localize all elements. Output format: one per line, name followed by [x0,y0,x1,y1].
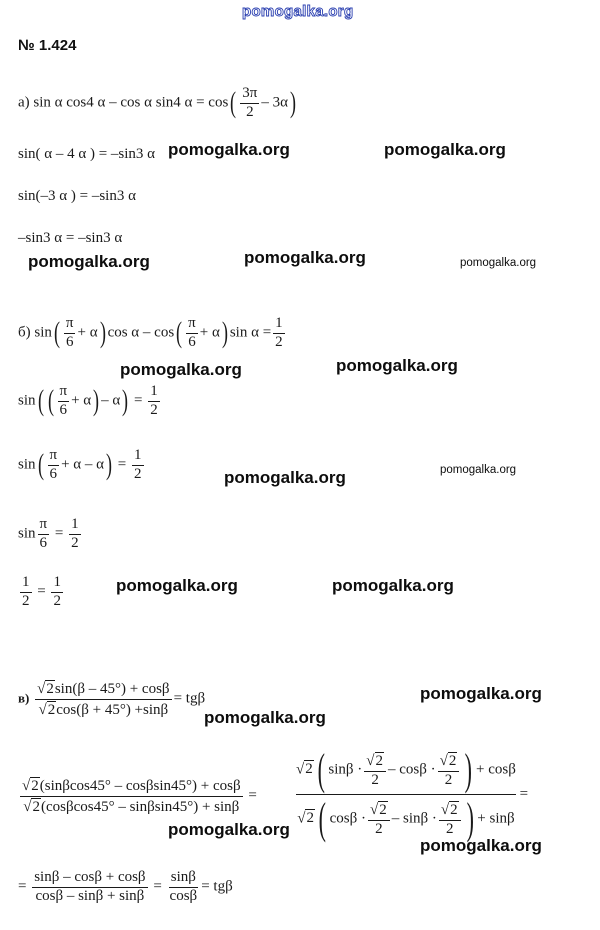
part-v-line3: = $\frac{\sin\beta - \cos\beta + \cos\beta}{\cos\beta - \sin\beta + \sin\beta}$ = $\frac{\sin\beta}{\cos\beta}$ = tgβ [18,869,233,904]
part-a-line4: –sin3 α = –sin3 α [18,230,123,246]
watermark: pomogalka.org [28,252,150,271]
part-a-label: а) [18,94,30,111]
watermark: pomogalka.org [168,140,290,159]
watermark: pomogalka.org [244,248,366,267]
part-a-line1: а) sin α cos4 α – cos α sin4 α = cos( $\frac{3\pi}{2}$ – 3α) [18,85,296,120]
watermark: pomogalka.org [332,576,454,595]
part-v-line1: в) $\frac{√2\sin(\beta - 45^\circ) + \cos\beta}{√2\cos(\beta + 45^\circ) +\sin\beta}$ = tgβ [18,681,206,718]
part-a-line2: sin( α – 4 α ) = –sin3 α [18,146,156,162]
header-watermark: pomogalka.org [242,3,354,20]
part-b-line1: б) sin( $\frac{\pi}{6}$ + α) cos α – cos( $\frac{\pi}{6}$ + α) sin α = $\frac{1}{2}$ [18,315,283,350]
part-v-line2-right: √2 ( sinβ · $\frac{√2}{2}$ – cosβ · $\frac{√2}{2}$ ) + cosβ √2 ( cosβ · $\frac{√2}{2}$ – sinβ · $\frac{√2}{2}$ ) + sinβ = [296,745,529,843]
watermark: pomogalka.org [336,356,458,375]
watermark: pomogalka.org [224,468,346,487]
watermark: pomogalka.org [168,820,290,839]
part-b-line5: $\frac{1}{2}$ = $\frac{1}{2}$ [22,574,61,609]
part-a-line3: sin(–3 α ) = –sin3 α [18,188,136,204]
part-b-line4: sin $\frac{\pi}{6}$ = $\frac{1}{2}$ [18,516,79,551]
part-b-line3: sin( $\frac{\pi}{6}$ + α – α) = $\frac{1}{2}$ [18,447,142,482]
watermark: pomogalka.org [420,684,542,703]
watermark: pomogalka.org [420,836,542,855]
part-v-line2-left: $\frac{√2(\sin\beta\cos 45^\circ - \cos\beta\sin 45^\circ) + \cos\beta}{√2(\cos\beta\cos 45^\circ - \sin\beta\sin 45^\circ) + \sin\beta}$ = [22,778,257,815]
watermark: pomogalka.org [440,464,517,476]
watermark: pomogalka.org [116,576,238,595]
watermark: pomogalka.org [384,140,506,159]
problem-number: № 1.424 [18,37,77,54]
watermark: pomogalka.org [204,708,326,727]
part-b-line2: sin( ( $\frac{\pi}{6}$ + α) – α) = $\frac{1}{2}$ [18,383,158,418]
watermark: pomogalka.org [460,257,537,269]
watermark: pomogalka.org [120,360,242,379]
